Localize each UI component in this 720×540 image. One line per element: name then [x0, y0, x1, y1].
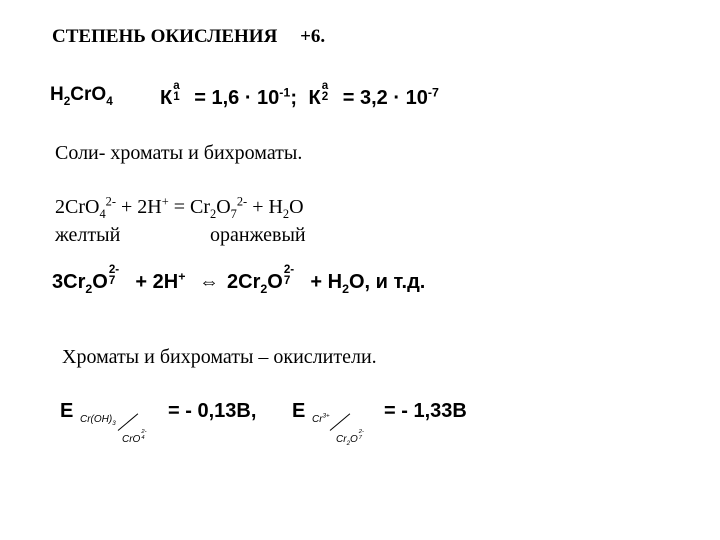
potential-1-value: = - 0,13В,: [168, 400, 257, 422]
double-arrow-icon: ⇔: [199, 271, 219, 293]
potential-1-divider: [118, 413, 139, 430]
k2-value: = 3,2 · 10: [342, 87, 428, 109]
potential-2-value: = - 1,33В: [384, 400, 467, 422]
potential-1-letter: E: [60, 400, 74, 422]
color-orange: оранжевый: [210, 224, 306, 246]
potential-1: [60, 400, 290, 446]
potential-2-divider: [330, 413, 351, 430]
acid-formula: $H_2CrO_4$: [50, 84, 113, 108]
color-yellow: желтый: [55, 224, 121, 246]
salts-line: Соли- хроматы и бихроматы.: [55, 142, 303, 164]
potential-2-letter: E: [292, 400, 306, 422]
equilibrium-equation: $2CrO_4^{2-} + 2H^+ = Cr_2O_7^{2-} + H_2O$: [55, 194, 304, 221]
heading-title: СТЕПЕНЬ ОКИСЛЕНИЯ: [52, 26, 278, 47]
k2-letter: К: [308, 87, 321, 109]
k1-value: = 1,6 · 10: [194, 87, 280, 109]
potential-2-lower: $Cr_2O$ 2- 7: [336, 429, 364, 447]
potential-1-lower: CrO 2- 4: [122, 429, 147, 445]
condensation-equation: $3Cr_2O$ 2- 7 + 2H+ ⇔ $2Cr_2O$ 2- 7 + $H_2O$, и т.д.: [52, 262, 426, 296]
oxidizers-line: Хроматы и бихроматы – окислители.: [62, 346, 377, 368]
dissociation-constants: К а 1 = $1,6 \cdot 10^{-1}$; К а 2 = $3,2 \cdot 10^{-7}$: [160, 78, 439, 109]
potential-1-upper: $Cr(OH)_3$: [80, 414, 116, 427]
heading-value: +6.: [300, 26, 326, 47]
heading: [52, 26, 325, 48]
potential-2-upper: $Cr^{3+}$: [312, 412, 330, 425]
potential-2: [292, 400, 492, 446]
k1-letter: К: [160, 87, 173, 109]
